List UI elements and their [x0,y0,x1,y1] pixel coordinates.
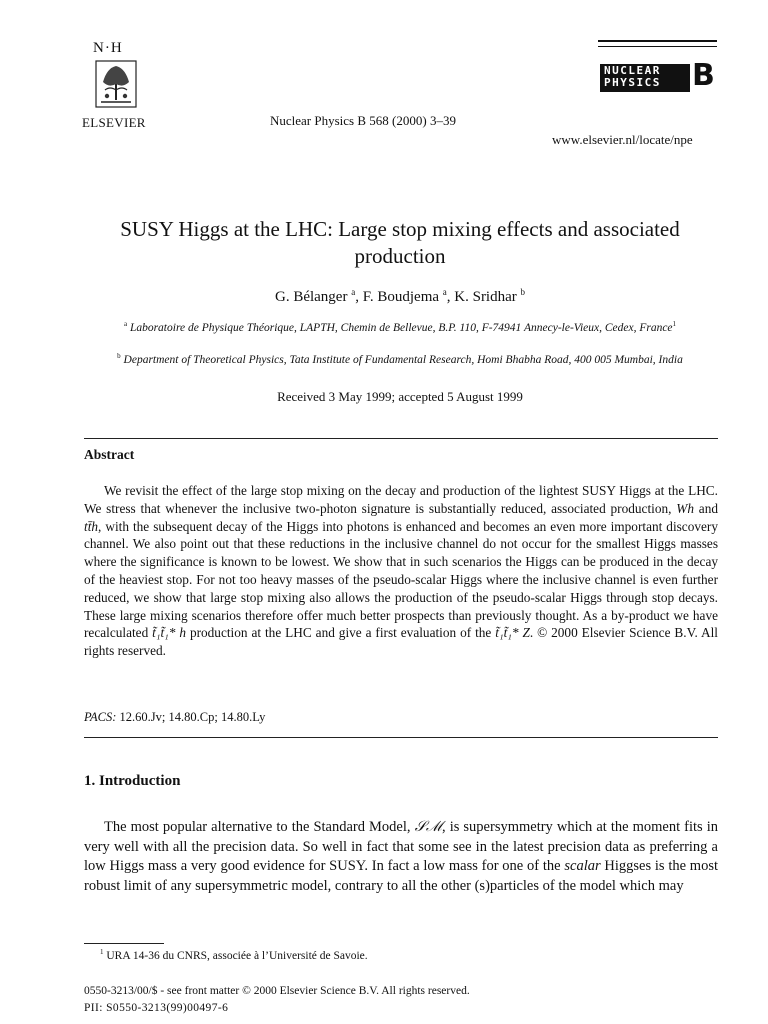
journal-logo-line2: PHYSICS [604,76,661,89]
author-affil-mark: a [351,287,356,297]
intro-text [84,818,718,896]
intro-segment: The most popular alternative to the Standard Model, [104,819,415,835]
author-name: G. Bélanger [274,289,348,305]
affiliation-text: Laboratoire de Physique Théorique, LAPTH, Chemin de Bellevue, B.P. 110, F-74941 Annecy-le-Vieux, Cedex, France [129,321,673,334]
abstract-segment: . © 2000 Elsevier Science B.V. All rights reserved. [84,625,718,659]
footnote-mark: 1 [100,948,104,956]
divider [84,737,718,738]
abstract-segment: We revisit the effect of the large stop mixing on the decay and production of the lightest SUSY Higgs at the LHC. We stress that whenever the inclusive two-photon signature is substantially reduced, associated production, [84,483,718,516]
abstract-heading: Abstract [84,447,135,462]
intro-segment: , is supersymmetry which at the moment fits in very well with all the precision data. So well in fact that some see in the latest precision data as preferring a low Higgs mass a very good evidence for SUSY. In fact a low mass for one of the [84,819,718,874]
journal-logo-line1: NUCLEAR [604,64,661,77]
author-list [100,287,700,306]
affiliation-text: Department of Theoretical Physics, Tata Institute of Fundamental Research, Homi Bhabha Road, 400 005 Mumbai, India [123,353,683,366]
author-affil-mark: a [442,287,447,297]
author-name: F. Boudjema [362,289,440,305]
journal-logo-letter: B [692,58,715,93]
math-stop-pair-z: t̃₁t̃₁* Z [495,625,530,641]
author-separator: , [355,289,363,305]
emphasis-scalar: scalar [564,858,601,874]
paper-title: SUSY Higgs at the LHC: Large stop mixing effects and associated production [120,217,680,268]
affiliation-b [90,348,710,368]
copyright-line: 0550-3213/00/$ - see front matter © 2000 Elsevier Science B.V. All rights reserved. [84,985,470,997]
section-heading: 1. Introduction [84,773,181,789]
affiliation-mark: b [117,352,121,360]
abstract-text [84,482,718,660]
math-sm: 𝒮ℳ [414,819,443,835]
intro-segment: Higgses is the most robust limit of any supersymmetric model, contrary to all the other (s)particles of the model which may [84,858,718,894]
affiliation-mark: a [123,320,128,328]
journal-logo [598,40,717,98]
received-dates: Received 3 May 1999; accepted 5 August 1999 [277,389,523,404]
footnote-text: URA 14-36 du CNRS, associée à l’Université de Savoie. [103,949,368,962]
pacs-codes: 12.60.Jv; 14.80.Cp; 14.80.Ly [116,710,266,724]
elsevier-tree-logo [95,60,137,108]
math-wh: Wh [676,500,694,516]
divider [84,438,718,439]
math-tth: tt̄h [84,518,99,534]
author-name: K. Sridhar [454,289,517,305]
math-stop-pair-h: t̃₁t̃₁* h [152,625,187,641]
author-separator: , [446,289,455,305]
footnote [100,948,368,962]
pacs-label: PACS: [84,710,117,724]
footnote-mark[interactable]: 1 [672,320,677,328]
author-affil-mark: b [520,287,526,297]
publisher-name: ELSEVIER [82,115,146,130]
journal-reference: Nuclear Physics B 568 (2000) 3–39 [270,113,456,128]
publisher-mark: N·H [93,40,123,56]
affiliation-a [90,316,710,336]
pacs-line [84,710,265,725]
pii-line: PII: S0550-3213(99)00497-6 [84,1002,229,1014]
abstract-segment: production at the LHC and give a first evaluation of the [186,625,496,641]
abstract-segment: and [694,500,718,516]
footnote-divider [84,943,164,944]
abstract-segment: , with the subsequent decay of the Higgs into photons is enhanced and becomes an even more important discovery channel. We also point out that these reductions in the inclusive channel do not occur for the smallest Higgs masses where the significance is known to be lowest. We show that in such scenarios the Higgs can be produced in the decay of the heaviest stop. For not too heavy masses of the pseudo-scalar Higgs where the inclusive channel is even further reduced, we show that large stop mixing also allows the production of the pseudo-scalar Higgs through stop decays. These large mixing scenarios therefore offer much better prospects than previously thought. As a by-product we have recalculated [84,518,718,641]
journal-url[interactable]: www.elsevier.nl/locate/npe [552,132,693,147]
